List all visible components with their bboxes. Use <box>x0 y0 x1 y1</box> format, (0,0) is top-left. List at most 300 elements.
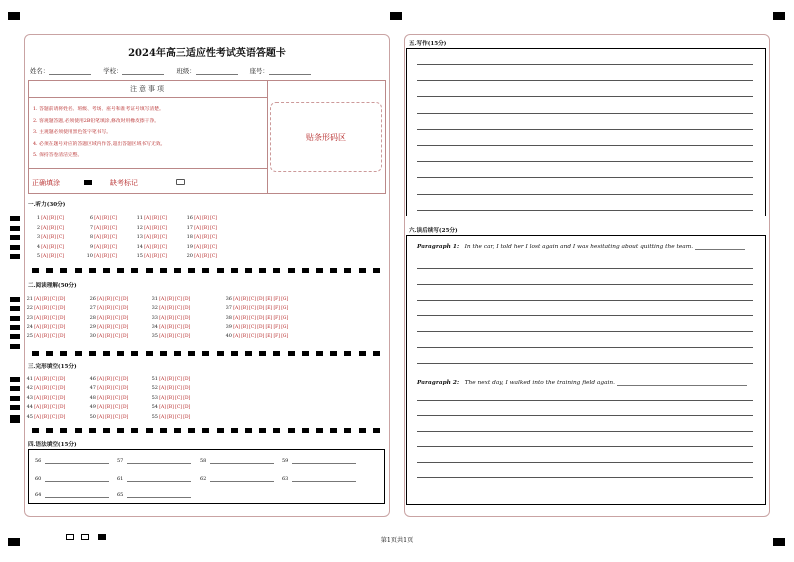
question-13 <box>133 234 167 240</box>
question-number: 36 <box>225 296 232 302</box>
answer-bubble[interactable]: [B] <box>42 334 49 340</box>
answer-bubble[interactable]: [D] <box>257 315 265 321</box>
notice-list <box>33 105 263 163</box>
answer-bubble[interactable]: [B] <box>105 334 112 340</box>
answer-bubble[interactable]: [A] <box>144 225 151 231</box>
answer-bubble[interactable]: [C] <box>50 334 57 340</box>
answer-bubble[interactable]: [B] <box>42 306 49 312</box>
answer-bubble[interactable]: [A] <box>94 254 101 260</box>
answer-bubble[interactable]: [C] <box>175 386 182 392</box>
question-row <box>0 414 390 421</box>
question-11 <box>133 215 167 221</box>
answer-bubble[interactable]: [B] <box>49 216 56 221</box>
answer-bubble[interactable]: [B] <box>49 235 56 241</box>
answer-bubble[interactable]: [A] <box>34 414 41 420</box>
answer-bubble[interactable]: [C] <box>175 405 182 411</box>
answer-bubble[interactable]: [B] <box>102 244 109 250</box>
question-row <box>0 253 390 260</box>
answer-bubble[interactable]: [B] <box>152 244 159 250</box>
dash-segment <box>131 268 138 273</box>
answer-bubble[interactable]: [C] <box>113 414 120 420</box>
answer-bubble[interactable]: [A] <box>97 395 104 401</box>
answer-bubble[interactable]: [C] <box>175 334 182 340</box>
question-5 <box>30 253 64 259</box>
answer-bubble[interactable]: [G] <box>281 324 289 330</box>
answer-bubble[interactable]: [C] <box>50 377 57 382</box>
question-row <box>0 305 390 312</box>
answer-bubble[interactable]: [B] <box>241 334 248 340</box>
question-row <box>0 234 390 241</box>
answer-bubble[interactable]: [B] <box>167 297 174 302</box>
answer-bubble[interactable]: [A] <box>194 244 201 250</box>
seat-label: 座号： <box>249 67 269 75</box>
answer-bubble[interactable]: [B] <box>202 244 209 250</box>
dash-segment <box>316 428 323 433</box>
answer-bubble[interactable]: [D] <box>58 377 66 382</box>
answer-bubble[interactable]: [C] <box>210 235 217 241</box>
answer-bubble[interactable]: [B] <box>167 395 174 401</box>
answer-bubble[interactable]: [D] <box>121 386 129 392</box>
answer-bubble[interactable]: [D] <box>183 405 191 411</box>
answer-bubble[interactable]: [A] <box>159 395 166 401</box>
answer-bubble[interactable]: [A] <box>159 324 166 330</box>
grammar-blank[interactable] <box>210 458 274 464</box>
answer-bubble[interactable]: [C] <box>175 324 182 330</box>
question-30 <box>86 333 128 339</box>
answer-bubble[interactable]: [B] <box>241 297 248 302</box>
answer-bubble[interactable]: [B] <box>105 297 112 302</box>
answer-bubble[interactable]: [D] <box>58 395 66 401</box>
answer-bubble[interactable]: [B] <box>152 216 159 221</box>
answer-bubble[interactable]: [D] <box>121 405 129 411</box>
answer-bubble[interactable]: [E] <box>265 297 273 302</box>
answer-bubble[interactable]: [A] <box>94 225 101 231</box>
answer-bubble[interactable]: [C] <box>175 395 182 401</box>
question-number: 23 <box>26 314 33 321</box>
answer-bubble[interactable]: [B] <box>202 235 209 241</box>
answer-bubble[interactable]: [C] <box>175 297 182 302</box>
answer-bubble[interactable]: [A] <box>194 235 201 241</box>
answer-bubble[interactable]: [F] <box>273 334 280 340</box>
answer-bubble[interactable]: [B] <box>105 324 112 330</box>
question-row <box>0 404 390 411</box>
answer-bubble[interactable]: [G] <box>281 334 289 340</box>
answer-bubble[interactable]: [F] <box>273 306 280 312</box>
answer-bubble[interactable]: [D] <box>257 334 265 340</box>
answer-bubble[interactable]: [B] <box>167 414 174 420</box>
answer-bubble[interactable]: [C] <box>113 315 120 321</box>
answer-bubble[interactable]: [C] <box>160 225 167 231</box>
answer-bubble[interactable]: [C] <box>175 315 182 321</box>
answer-bubble[interactable]: [C] <box>160 254 167 260</box>
answer-bubble[interactable]: [D] <box>121 414 129 420</box>
answer-bubble[interactable]: [C] <box>110 235 117 241</box>
answer-bubble[interactable]: [A] <box>41 225 48 231</box>
answer-bubble[interactable]: [G] <box>281 315 289 321</box>
answer-bubble[interactable]: [A] <box>94 216 101 221</box>
answer-bubble[interactable]: [E] <box>265 324 273 330</box>
question-33 <box>148 315 190 321</box>
answer-bubble[interactable]: [B] <box>202 216 209 221</box>
answer-bubble[interactable]: [D] <box>183 306 191 312</box>
answer-bubble[interactable]: [D] <box>183 386 191 392</box>
answer-bubble[interactable]: [D] <box>257 324 265 330</box>
school-field[interactable] <box>122 68 164 75</box>
answer-bubble[interactable]: [B] <box>49 254 56 260</box>
answer-bubble[interactable]: [C] <box>210 225 217 231</box>
ruled-line <box>417 315 753 316</box>
answer-bubble[interactable]: [A] <box>97 315 104 321</box>
answer-bubble[interactable]: [B] <box>241 315 248 321</box>
question-12 <box>133 225 167 231</box>
answer-bubble[interactable]: [D] <box>183 395 191 401</box>
answer-bubble[interactable]: [A] <box>41 216 48 221</box>
answer-bubble[interactable]: [A] <box>159 405 166 411</box>
question-number: 39 <box>225 323 232 330</box>
answer-bubble[interactable]: [B] <box>202 225 209 231</box>
answer-bubble[interactable]: [C] <box>160 235 167 241</box>
answer-bubble[interactable]: [A] <box>159 306 166 312</box>
answer-bubble[interactable]: [A] <box>194 216 201 221</box>
answer-bubble[interactable]: [C] <box>50 324 57 330</box>
answer-bubble[interactable]: [D] <box>121 324 129 330</box>
answer-bubble[interactable]: [A] <box>41 254 48 260</box>
answer-bubble[interactable]: [E] <box>265 315 273 321</box>
answer-bubble[interactable]: [B] <box>167 405 174 411</box>
answer-bubble[interactable]: [D] <box>183 324 191 330</box>
answer-bubble[interactable]: [A] <box>144 254 151 260</box>
answer-bubble[interactable]: [D] <box>58 315 66 321</box>
paragraph-2-blank[interactable] <box>617 381 747 386</box>
grammar-blank[interactable] <box>45 476 109 482</box>
answer-bubble[interactable]: [A] <box>159 414 166 420</box>
answer-bubble[interactable]: [C] <box>57 216 64 221</box>
answer-bubble[interactable]: [A] <box>97 297 104 302</box>
answer-bubble[interactable]: [B] <box>105 395 112 401</box>
answer-bubble[interactable]: [D] <box>58 306 66 312</box>
class-field[interactable] <box>196 68 238 75</box>
answer-bubble[interactable]: [B] <box>167 324 174 330</box>
dash-segment <box>146 268 153 273</box>
answer-bubble[interactable]: [A] <box>144 244 151 250</box>
question-35 <box>148 333 190 339</box>
question-29 <box>86 324 128 330</box>
paragraph-1-label: Paragraph 1: <box>417 244 460 250</box>
answer-bubble[interactable]: [C] <box>110 216 117 221</box>
question-39 <box>222 324 288 330</box>
answer-bubble[interactable]: [C] <box>175 306 182 312</box>
answer-bubble[interactable]: [C] <box>110 225 117 231</box>
answer-bubble[interactable]: [B] <box>241 306 248 312</box>
dash-segment <box>202 351 209 356</box>
answer-bubble[interactable]: [B] <box>105 405 112 411</box>
question-number: 7 <box>89 224 93 231</box>
answer-bubble[interactable]: [A] <box>159 297 166 302</box>
answer-bubble[interactable]: [D] <box>257 297 265 302</box>
dash-segment <box>288 428 295 433</box>
answer-bubble[interactable]: [A] <box>144 216 151 221</box>
answer-bubble[interactable]: [E] <box>265 334 273 340</box>
answer-bubble[interactable]: [C] <box>249 334 256 340</box>
answer-bubble[interactable]: [C] <box>57 225 64 231</box>
answer-bubble[interactable]: [A] <box>34 405 41 411</box>
answer-bubble[interactable]: [B] <box>42 386 49 392</box>
answer-bubble[interactable]: [A] <box>144 235 151 241</box>
answer-bubble[interactable]: [A] <box>159 377 166 382</box>
answer-bubble[interactable]: [A] <box>94 244 101 250</box>
timing-mark <box>10 405 20 410</box>
answer-bubble[interactable]: [C] <box>113 395 120 401</box>
question-number: 37 <box>225 305 232 312</box>
question-number: 31 <box>151 296 158 302</box>
answer-bubble[interactable]: [D] <box>58 386 66 392</box>
answer-bubble[interactable]: [A] <box>233 334 240 340</box>
answer-bubble[interactable]: [A] <box>97 405 104 411</box>
answer-bubble[interactable]: [C] <box>50 315 57 321</box>
answer-bubble[interactable]: [A] <box>233 324 240 330</box>
question-34 <box>148 324 190 330</box>
grammar-blank[interactable] <box>127 492 191 498</box>
answer-bubble[interactable]: [B] <box>105 315 112 321</box>
answer-bubble[interactable]: [B] <box>105 306 112 312</box>
notice-item: 5. 保持答卷清洁完整。 <box>33 153 83 159</box>
answer-bubble[interactable]: [A] <box>194 254 201 260</box>
answer-bubble[interactable]: [D] <box>58 414 66 420</box>
question-21 <box>23 296 65 302</box>
class-label: 班级： <box>176 67 196 75</box>
grammar-blank[interactable] <box>210 476 274 482</box>
answer-bubble[interactable]: [A] <box>94 235 101 241</box>
answer-bubble[interactable]: [A] <box>97 334 104 340</box>
answer-bubble[interactable]: [A] <box>97 386 104 392</box>
answer-bubble[interactable]: [B] <box>42 395 49 401</box>
answer-bubble[interactable]: [B] <box>102 225 109 231</box>
answer-bubble[interactable]: [B] <box>167 386 174 392</box>
answer-bubble[interactable]: [A] <box>97 324 104 330</box>
answer-bubble[interactable]: [C] <box>249 315 256 321</box>
dash-segment <box>273 351 280 356</box>
answer-bubble[interactable]: [A] <box>97 414 104 420</box>
answer-bubble[interactable]: [C] <box>113 334 120 340</box>
answer-bubble[interactable]: [A] <box>34 324 41 330</box>
answer-bubble[interactable]: [B] <box>202 254 209 260</box>
question-24 <box>23 324 65 330</box>
notice-item: 3. 主观题必须使用黑色签字笔书写。 <box>33 130 112 136</box>
answer-bubble[interactable]: [C] <box>57 254 64 260</box>
answer-bubble[interactable]: [B] <box>167 377 174 382</box>
answer-bubble[interactable]: [A] <box>194 225 201 231</box>
answer-bubble[interactable]: [A] <box>159 334 166 340</box>
answer-bubble[interactable]: [B] <box>42 324 49 330</box>
name-label: 姓名： <box>30 67 50 75</box>
answer-bubble[interactable]: [A] <box>34 377 41 382</box>
grammar-blank[interactable] <box>292 458 356 464</box>
answer-bubble[interactable]: [B] <box>167 306 174 312</box>
answer-bubble[interactable]: [C] <box>50 414 57 420</box>
answer-bubble[interactable]: [A] <box>34 386 41 392</box>
barcode-area: 贴条形码区 <box>270 102 382 172</box>
answer-bubble[interactable]: [C] <box>113 324 120 330</box>
answer-bubble[interactable]: [A] <box>97 306 104 312</box>
answer-bubble[interactable]: [C] <box>50 395 57 401</box>
answer-bubble[interactable]: [B] <box>167 334 174 340</box>
answer-bubble[interactable]: [D] <box>121 395 129 401</box>
question-6 <box>83 215 117 221</box>
grammar-blank[interactable] <box>45 492 109 498</box>
answer-bubble[interactable]: [A] <box>41 244 48 250</box>
answer-bubble[interactable]: [F] <box>273 315 280 321</box>
name-field[interactable] <box>49 68 91 75</box>
ruled-line <box>417 145 753 146</box>
answer-bubble[interactable]: [D] <box>121 297 129 302</box>
grammar-blank[interactable] <box>127 458 191 464</box>
answer-bubble[interactable]: [D] <box>121 334 129 340</box>
question-28 <box>86 315 128 321</box>
answer-bubble[interactable]: [A] <box>34 297 41 302</box>
answer-bubble[interactable]: [F] <box>273 297 280 302</box>
answer-bubble[interactable]: [B] <box>152 254 159 260</box>
answer-bubble[interactable]: [D] <box>257 306 265 312</box>
answer-bubble[interactable]: [A] <box>159 315 166 321</box>
question-number: 35 <box>151 333 158 340</box>
answer-bubble[interactable]: [A] <box>34 395 41 401</box>
answer-bubble[interactable]: [C] <box>249 297 256 302</box>
answer-bubble[interactable]: [C] <box>50 297 57 302</box>
answer-bubble[interactable]: [C] <box>175 377 182 382</box>
notice-item: 4. 必须在题号对应的答题区域内作答,超出答题区域书写无效。 <box>33 141 166 147</box>
answer-bubble[interactable]: [A] <box>233 297 240 302</box>
answer-bubble[interactable]: [C] <box>210 254 217 260</box>
question-number: 47 <box>89 385 96 392</box>
question-17 <box>183 225 217 231</box>
seat-field[interactable] <box>269 68 311 75</box>
answer-bubble[interactable]: [C] <box>175 414 182 420</box>
dash-segment <box>174 351 181 356</box>
question-number: 17 <box>186 224 193 231</box>
answer-bubble[interactable]: [B] <box>42 297 49 302</box>
answer-bubble[interactable]: [D] <box>183 334 191 340</box>
answer-bubble[interactable]: [C] <box>210 216 217 221</box>
answer-bubble[interactable]: [C] <box>113 306 120 312</box>
answer-bubble[interactable]: [D] <box>183 377 191 382</box>
question-row <box>0 225 390 232</box>
grammar-blank[interactable] <box>45 458 109 464</box>
dash-segment <box>316 268 323 273</box>
answer-bubble[interactable]: [B] <box>105 386 112 392</box>
absent-mark-box[interactable] <box>176 179 185 185</box>
answer-bubble[interactable]: [D] <box>121 377 129 382</box>
answer-bubble[interactable]: [C] <box>249 324 256 330</box>
answer-bubble[interactable]: [C] <box>50 405 57 411</box>
answer-bubble[interactable]: [D] <box>121 315 129 321</box>
grammar-blank[interactable] <box>292 476 356 482</box>
answer-bubble[interactable]: [B] <box>152 225 159 231</box>
question-number: 15 <box>136 253 143 260</box>
timing-mark <box>10 418 20 423</box>
grammar-blank[interactable] <box>127 476 191 482</box>
answer-bubble[interactable]: [C] <box>57 235 64 241</box>
paragraph-1-prompt <box>417 244 745 250</box>
question-54 <box>148 404 190 410</box>
question-row <box>0 296 390 303</box>
question-41 <box>23 376 65 382</box>
answer-bubble[interactable]: [B] <box>105 377 112 382</box>
answer-bubble[interactable]: [A] <box>97 377 104 382</box>
answer-bubble[interactable]: [A] <box>41 235 48 241</box>
answer-bubble[interactable]: [A] <box>34 306 41 312</box>
question-7 <box>83 225 117 231</box>
answer-bubble[interactable]: [C] <box>249 306 256 312</box>
answer-bubble[interactable]: [B] <box>102 254 109 260</box>
answer-bubble[interactable]: [B] <box>102 216 109 221</box>
answer-bubble[interactable]: [A] <box>159 386 166 392</box>
question-9 <box>83 244 117 250</box>
answer-bubble[interactable]: [C] <box>210 244 217 250</box>
answer-bubble[interactable]: [C] <box>110 244 117 250</box>
answer-bubble[interactable]: [C] <box>113 405 120 411</box>
dash-segment <box>302 268 309 273</box>
answer-bubble[interactable]: [C] <box>57 244 64 250</box>
answer-bubble[interactable]: [B] <box>241 324 248 330</box>
answer-bubble[interactable]: [C] <box>113 297 120 302</box>
answer-bubble[interactable]: [C] <box>113 377 120 382</box>
answer-bubble[interactable]: [D] <box>58 334 66 340</box>
answer-bubble[interactable]: [B] <box>42 414 49 420</box>
answer-bubble[interactable]: [G] <box>281 297 289 302</box>
answer-bubble[interactable]: [F] <box>273 324 280 330</box>
answer-bubble[interactable]: [A] <box>34 334 41 340</box>
timing-mark <box>10 396 20 401</box>
paragraph-1-blank[interactable] <box>695 245 745 250</box>
listening-section-title: 一.听力(30分) <box>28 202 66 208</box>
answer-bubble[interactable]: [A] <box>233 306 240 312</box>
answer-bubble[interactable]: [B] <box>105 414 112 420</box>
answer-bubble[interactable]: [D] <box>183 414 191 420</box>
grammar-item-57 <box>117 458 191 464</box>
answer-bubble[interactable]: [A] <box>34 315 41 321</box>
answer-bubble[interactable]: [C] <box>113 386 120 392</box>
dash-segment <box>131 351 138 356</box>
answer-bubble[interactable]: [D] <box>58 405 66 411</box>
answer-bubble[interactable]: [B] <box>167 315 174 321</box>
answer-bubble[interactable]: [B] <box>49 225 56 231</box>
answer-bubble[interactable]: [D] <box>183 315 191 321</box>
answer-bubble[interactable]: [D] <box>183 297 191 302</box>
answer-bubble[interactable]: [B] <box>102 235 109 241</box>
answer-bubble[interactable]: [D] <box>121 306 129 312</box>
answer-bubble[interactable]: [G] <box>281 306 289 312</box>
answer-bubble[interactable]: [E] <box>265 306 273 312</box>
question-26 <box>86 296 128 302</box>
answer-bubble[interactable]: [B] <box>49 244 56 250</box>
grammar-section-title: 四.语法填空(15分) <box>28 442 77 448</box>
answer-bubble[interactable]: [B] <box>42 315 49 321</box>
answer-bubble[interactable]: [C] <box>160 244 167 250</box>
question-row <box>0 324 390 331</box>
answer-bubble[interactable]: [C] <box>160 216 167 221</box>
answer-bubble[interactable]: [B] <box>152 235 159 241</box>
timing-mark <box>10 306 20 311</box>
answer-bubble[interactable]: [B] <box>42 405 49 411</box>
answer-bubble[interactable]: [D] <box>58 324 66 330</box>
dash-segment <box>174 428 181 433</box>
answer-bubble[interactable]: [D] <box>58 297 66 302</box>
answer-bubble[interactable]: [B] <box>42 377 49 382</box>
answer-bubble[interactable]: [C] <box>110 254 117 260</box>
answer-bubble[interactable]: [C] <box>50 306 57 312</box>
answer-bubble[interactable]: [A] <box>233 315 240 321</box>
answer-bubble[interactable]: [C] <box>50 386 57 392</box>
